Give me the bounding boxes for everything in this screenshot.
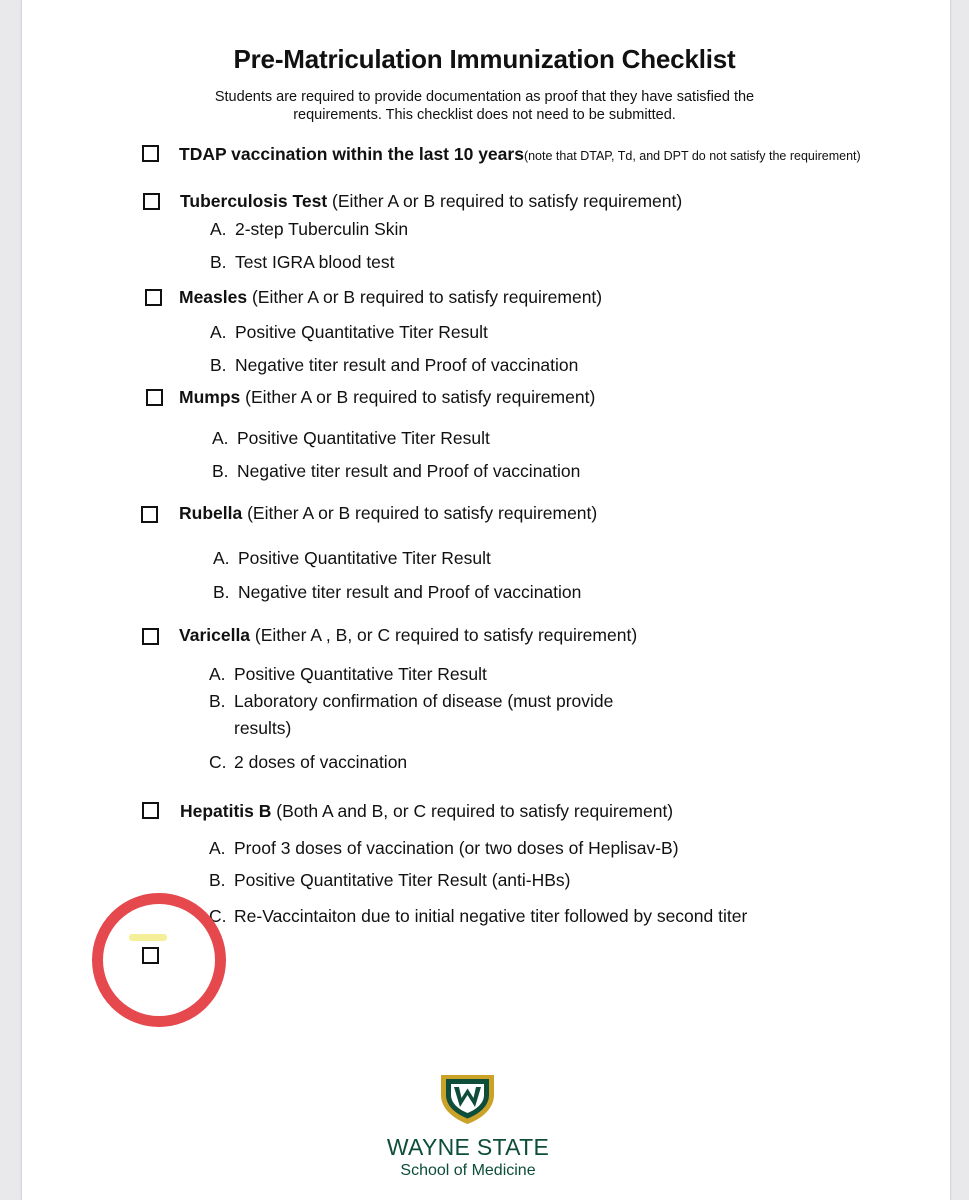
- option-text: Positive Quantitative Titer Result: [234, 664, 487, 684]
- option-text: Re-Vaccintaiton due to initial negative titer followed by second titer: [234, 906, 748, 926]
- option-text: Positive Quantitative Titer Result (anti-HBs): [234, 870, 571, 890]
- varicella-desc: (Either A , B, or C required to satisfy requirement): [250, 625, 638, 645]
- tdap-checkbox[interactable]: [142, 145, 159, 162]
- hepatitis-b-option-b: [209, 870, 571, 891]
- option-letter: A.: [209, 664, 226, 684]
- hepatitis-b-option-a: [209, 838, 679, 859]
- tuberculosis-desc: (Either A or B required to satisfy requirement): [327, 191, 683, 211]
- option-letter: A.: [213, 548, 230, 568]
- option-text: Negative titer result and Proof of vaccination: [238, 582, 582, 602]
- mumps-option-b: [212, 461, 580, 482]
- tuberculosis-heading: [180, 191, 682, 212]
- option-text: Positive Quantitative Titer Result: [235, 322, 488, 342]
- wayne-state-shield-logo-icon: [439, 1073, 496, 1125]
- tuberculosis-checkbox[interactable]: [143, 193, 160, 210]
- hepatitis-b-name: Hepatitis B: [180, 801, 272, 821]
- footer-school-name: School of Medicine: [400, 1162, 536, 1179]
- hepatitis-b-option-c: [209, 906, 747, 927]
- page-title: Pre-Matriculation Immunization Checklist: [233, 44, 736, 74]
- mumps-name: Mumps: [179, 387, 241, 407]
- tuberculosis-option-a: [210, 219, 408, 240]
- rubella-desc: (Either A or B required to satisfy requirement): [242, 503, 598, 523]
- annotation-circle: [92, 893, 226, 1027]
- option-letter: B.: [210, 252, 227, 272]
- varicella-checkbox[interactable]: [142, 628, 159, 645]
- mumps-heading: [179, 387, 595, 408]
- rubella-option-a: [213, 548, 491, 569]
- option-letter: A.: [212, 428, 229, 448]
- varicella-option-a: [209, 664, 487, 685]
- tdap-heading: [179, 144, 861, 165]
- option-text: Positive Quantitative Titer Result: [237, 428, 490, 448]
- option-letter: C.: [209, 906, 227, 926]
- varicella-option-b: [209, 691, 613, 712]
- option-letter: B.: [212, 461, 229, 481]
- subtitle-line-1: Students are required to provide documentation as proof that they have satisfied the: [214, 89, 755, 105]
- mumps-option-a: [212, 428, 490, 449]
- tdap-note: (note that DTAP, Td, and DPT do not satisfy the requirement): [523, 149, 861, 163]
- option-letter: A.: [210, 322, 227, 342]
- option-letter: A.: [209, 838, 226, 858]
- hepatitis-b-desc: (Both A and B, or C required to satisfy requirement): [271, 801, 674, 821]
- hepatitis-b-heading: [180, 801, 673, 822]
- tuberculosis-option-b: [210, 252, 395, 273]
- subtitle-line-2: requirements. This checklist does not need to be submitted.: [293, 107, 676, 123]
- tuberculosis-name: Tuberculosis Test: [180, 191, 328, 211]
- rubella-option-b: [213, 582, 581, 603]
- option-text: Negative titer result and Proof of vaccination: [237, 461, 581, 481]
- rubella-checkbox[interactable]: [141, 506, 158, 523]
- mumps-desc: (Either A or B required to satisfy requirement): [240, 387, 596, 407]
- option-text: 2-step Tuberculin Skin: [235, 219, 409, 239]
- varicella-option-c: [209, 752, 407, 773]
- varicella-option-b-continued: results): [234, 718, 292, 738]
- measles-desc: (Either A or B required to satisfy requirement): [247, 287, 603, 307]
- varicella-heading: [179, 625, 637, 646]
- option-text: Positive Quantitative Titer Result: [238, 548, 491, 568]
- hepatitis-b-checkbox[interactable]: [142, 802, 159, 819]
- option-text: Laboratory confirmation of disease (must provide: [234, 691, 614, 711]
- option-text: Test IGRA blood test: [235, 252, 395, 272]
- measles-checkbox[interactable]: [145, 289, 162, 306]
- option-text: 2 doses of vaccination: [234, 752, 408, 772]
- option-letter: A.: [210, 219, 227, 239]
- option-letter: B.: [209, 870, 226, 890]
- option-text: Negative titer result and Proof of vaccination: [235, 355, 579, 375]
- option-letter: C.: [209, 752, 227, 772]
- option-letter: B.: [213, 582, 230, 602]
- page-subtitle: [0, 88, 969, 124]
- footer-org-name: WAYNE STATE: [386, 1134, 550, 1160]
- varicella-name: Varicella: [179, 625, 251, 645]
- measles-option-b: [210, 355, 578, 376]
- rubella-heading: [179, 503, 597, 524]
- option-letter: B.: [210, 355, 227, 375]
- measles-name: Measles: [179, 287, 248, 307]
- measles-option-a: [210, 322, 488, 343]
- option-letter: B.: [209, 691, 226, 711]
- measles-heading: [179, 287, 602, 308]
- tdap-name: TDAP vaccination within the last 10 years: [179, 144, 524, 164]
- rubella-name: Rubella: [179, 503, 243, 523]
- mumps-checkbox[interactable]: [146, 389, 163, 406]
- option-text: Proof 3 doses of vaccination (or two doses of Heplisav-B): [234, 838, 679, 858]
